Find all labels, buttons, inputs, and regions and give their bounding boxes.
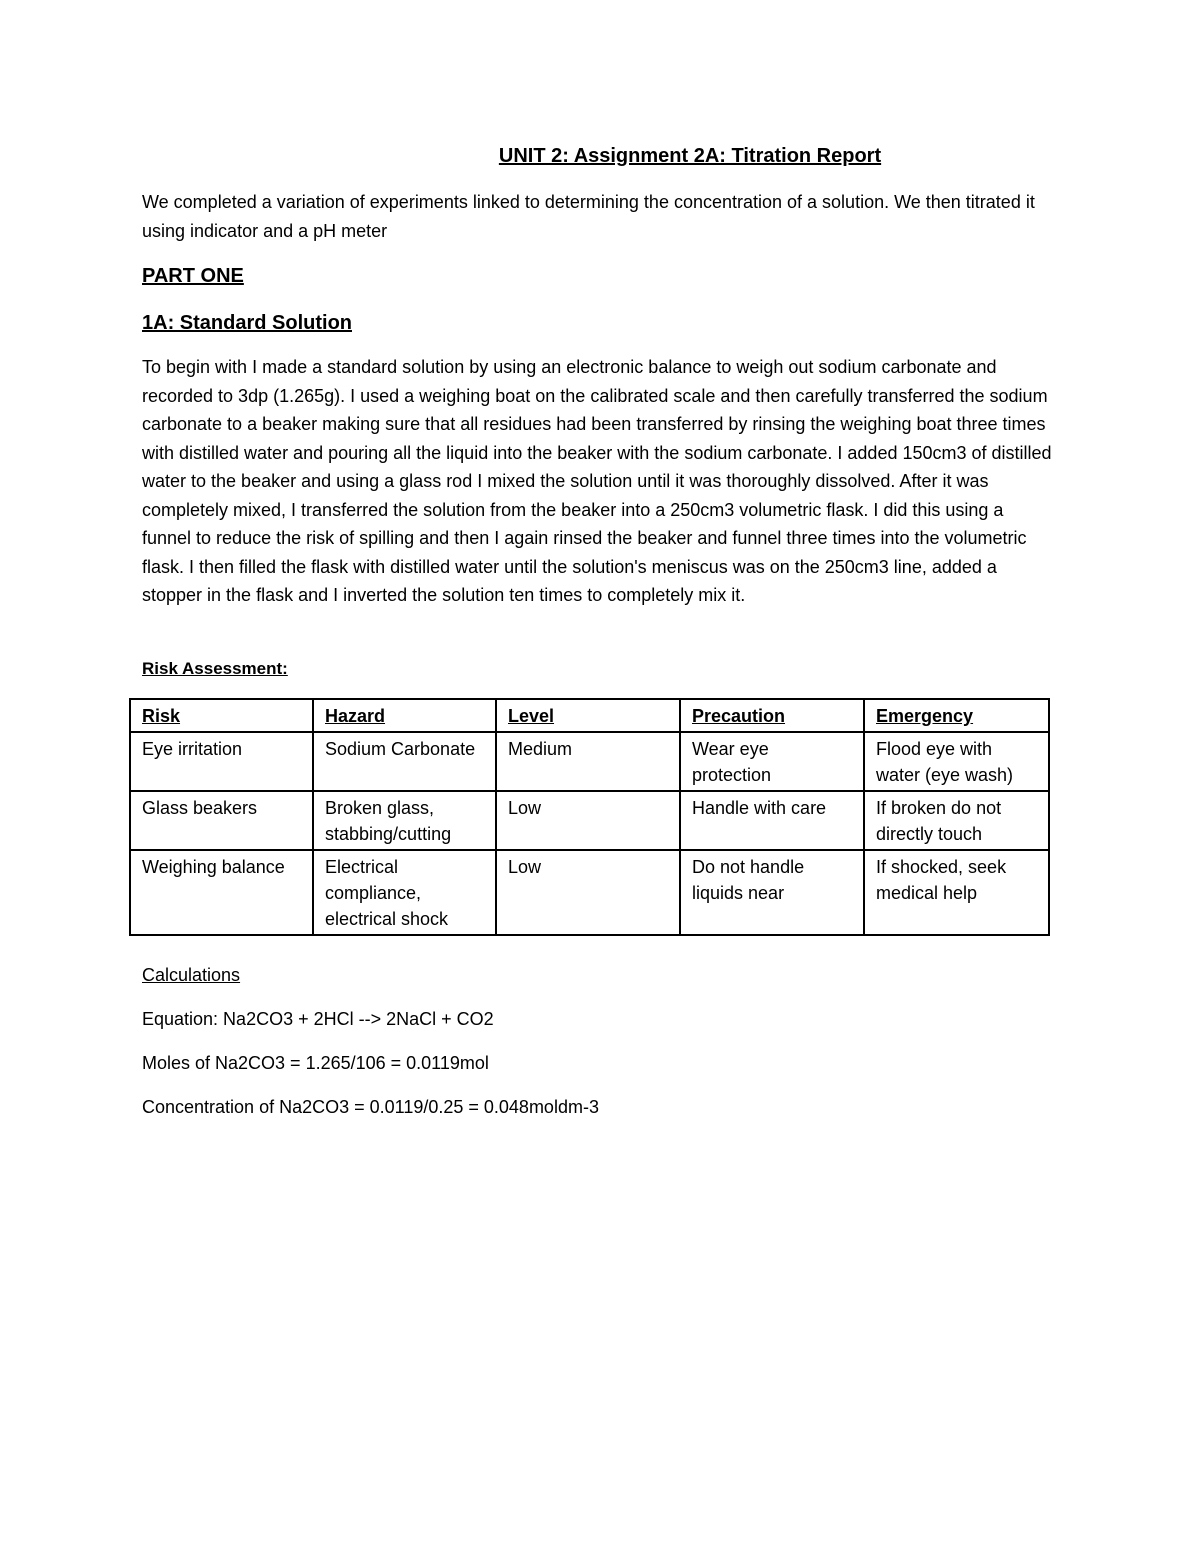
method-paragraph: To begin with I made a standard solution by using an electronic balance to weigh out sodium carbonate and recorded to 3dp (1.265g). I used a weighing boat on the calibrated scale and then carefully transferred the sodium carbonate to a beaker making sure that all residues had been transferred by rinsing the weighing boat three times with distilled water and pouring all the liquid into the beaker with the sodium carbonate. I added 150cm3 of distilled water to the beaker and using a glass rod I mixed the solution until it was thoroughly dissolved. After it was completely mixed, I transferred the solution from the beaker into a 250cm3 volumetric flask. I did this using a funnel to reduce the risk of spilling and then I again rinsed the beaker and funnel three times into the volumetric flask. I then filled the flask with distilled water until the solution's meniscus was on the 250cm3 line, added a stopper in the flask and I inverted the solution ten times to completely mix it.	[142, 357, 1052, 605]
table-cell: Weighing balance	[130, 850, 313, 935]
table-cell: Low	[496, 791, 680, 850]
table-cell: Wear eye protection	[680, 732, 864, 791]
header-hazard: Hazard	[313, 699, 496, 732]
intro-paragraph: We completed a variation of experiments linked to determining the concentration of a solution. We then titrated it using indicator and a pH meter	[142, 192, 1035, 241]
table-cell: Flood eye with water (eye wash)	[864, 732, 1049, 791]
table-cell: Handle with care	[680, 791, 864, 850]
header-level: Level	[496, 699, 680, 732]
part-heading: PART ONE	[142, 265, 244, 287]
risk-assessment-label: Risk Assessment:	[142, 659, 288, 678]
table-cell: Electrical compliance, electrical shock	[313, 850, 496, 935]
table-cell: Low	[496, 850, 680, 935]
table-row	[130, 732, 1049, 791]
calculations-label: Calculations	[142, 965, 241, 985]
table-header-row	[130, 699, 1049, 732]
table-cell: If broken do not directly touch	[864, 791, 1049, 850]
calculation-equation: Equation: Na2CO3 + 2HCl --> 2NaCl + CO2	[142, 1009, 494, 1029]
header-precaution: Precaution	[680, 699, 864, 732]
header-emergency: Emergency	[864, 699, 1049, 732]
table-cell: Eye irritation	[130, 732, 313, 791]
table-row	[130, 791, 1049, 850]
table-cell: Do not handle liquids near	[680, 850, 864, 935]
calculation-moles: Moles of Na2CO3 = 1.265/106 = 0.0119mol	[142, 1053, 489, 1073]
risk-assessment-table	[129, 698, 1050, 936]
table-cell: If shocked, seek medical help	[864, 850, 1049, 935]
calculation-concentration: Concentration of Na2CO3 = 0.0119/0.25 = 0.048moldm-3	[142, 1097, 599, 1117]
header-risk: Risk	[130, 699, 313, 732]
table-cell: Broken glass, stabbing/cutting	[313, 791, 496, 850]
section-heading: 1A: Standard Solution	[142, 312, 352, 334]
table-cell: Medium	[496, 732, 680, 791]
table-cell: Glass beakers	[130, 791, 313, 850]
table-cell: Sodium Carbonate	[313, 732, 496, 791]
document-title: UNIT 2: Assignment 2A: Titration Report	[498, 145, 882, 167]
table-row	[130, 850, 1049, 935]
